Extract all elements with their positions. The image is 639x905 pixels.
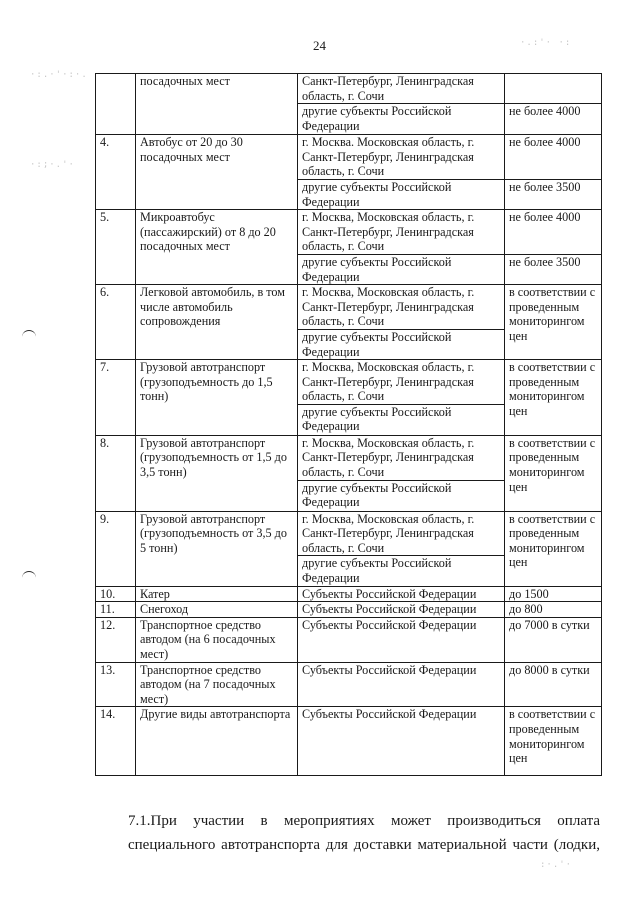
table-row <box>96 617 602 662</box>
price-limit-cell: до 7000 в сутки <box>505 617 602 662</box>
scan-noise: :·.'· <box>540 860 573 870</box>
price-limit-cell: не более 3500 <box>505 254 602 284</box>
region-cell: г. Москва, Московская область, г. Санкт-Петербург, Ленинградская область, г. Сочи <box>298 360 505 405</box>
vehicle-type-cell: Катер <box>136 586 298 602</box>
row-number-cell: 9. <box>96 511 136 586</box>
price-limit-cell: до 800 <box>505 602 602 618</box>
scan-noise: ·.:'· ·: <box>520 38 572 48</box>
table-row <box>96 435 602 480</box>
price-limit-cell: в соответствии с проведенным мониторингом цен <box>505 285 602 360</box>
price-limit-cell: не более 4000 <box>505 210 602 255</box>
region-cell: другие субъекты Российской Федерации <box>298 104 505 135</box>
price-limit-cell: в соответствии с проведенным мониторингом цен <box>505 707 602 776</box>
region-cell: другие субъекты Российской Федерации <box>298 480 505 511</box>
table-row <box>96 360 602 405</box>
region-cell: г. Москва, Московская область, г. Санкт-Петербург, Ленинградская область, г. Сочи <box>298 285 505 330</box>
region-cell: Субъекты Российской Федерации <box>298 617 505 662</box>
table-row <box>96 602 602 618</box>
region-cell: г. Москва, Московская область, г. Санкт-Петербург, Ленинградская область, г. Сочи <box>298 435 505 480</box>
punch-hole-mark <box>22 571 36 580</box>
region-cell: г. Москва. Московская область, г. Санкт-Петербург, Ленинградская область, г. Сочи <box>298 135 505 180</box>
vehicle-type-cell: Другие виды автотранспорта <box>136 707 298 776</box>
table-row <box>96 74 602 104</box>
paragraph-line-2: специального автотранспорта для доставки материальной части (лодки, <box>128 837 600 853</box>
table-row <box>96 135 602 180</box>
price-limit-cell: до 8000 в сутки <box>505 662 602 707</box>
table-row <box>96 210 602 255</box>
table-row <box>96 586 602 602</box>
vehicle-type-cell: Грузовой автотранспорт (грузоподъемность от 1,5 до 3,5 тонн) <box>136 435 298 511</box>
row-number-cell <box>96 74 136 135</box>
row-number-cell: 6. <box>96 285 136 360</box>
region-cell: Санкт-Петербург, Ленинградская область, г. Сочи <box>298 74 505 104</box>
row-number-cell: 10. <box>96 586 136 602</box>
vehicle-type-cell: Грузовой автотранспорт (грузоподъемность от 3,5 до 5 тонн) <box>136 511 298 586</box>
price-limit-cell: не более 3500 <box>505 179 602 209</box>
paragraph-line-1: 7.1.При участии в мероприятиях может производиться оплата <box>128 813 600 829</box>
row-number-cell: 8. <box>96 435 136 511</box>
price-limit-cell <box>505 74 602 104</box>
vehicle-type-cell: посадочных мест <box>136 74 298 135</box>
row-number-cell: 14. <box>96 707 136 776</box>
region-cell: другие субъекты Российской Федерации <box>298 329 505 359</box>
vehicle-type-cell: Транспортное средство автодом (на 6 посадочных мест) <box>136 617 298 662</box>
transport-cost-table <box>95 73 602 776</box>
price-limit-cell: в соответствии с проведенным мониторингом цен <box>505 360 602 436</box>
table-row <box>96 707 602 776</box>
region-cell: Субъекты Российской Федерации <box>298 707 505 776</box>
punch-hole-mark <box>22 330 36 339</box>
region-cell: другие субъекты Российской Федерации <box>298 254 505 284</box>
region-cell: другие субъекты Российской Федерации <box>298 179 505 209</box>
paragraph-7-1 <box>90 809 600 857</box>
vehicle-type-cell: Автобус от 20 до 30 посадочных мест <box>136 135 298 210</box>
region-cell: Субъекты Российской Федерации <box>298 602 505 618</box>
region-cell: другие субъекты Российской Федерации <box>298 404 505 435</box>
region-cell: другие субъекты Российской Федерации <box>298 556 505 586</box>
row-number-cell: 7. <box>96 360 136 436</box>
table-row <box>96 511 602 556</box>
scan-noise: ·:;·.'· <box>30 160 75 170</box>
row-number-cell: 4. <box>96 135 136 210</box>
vehicle-type-cell: Легковой автомобиль, в том числе автомобиль сопровождения <box>136 285 298 360</box>
region-cell: г. Москва, Московская область, г. Санкт-Петербург, Ленинградская область, г. Сочи <box>298 210 505 255</box>
region-cell: Субъекты Российской Федерации <box>298 662 505 707</box>
price-limit-cell: в соответствии с проведенным мониторингом цен <box>505 435 602 511</box>
price-limit-cell: не более 4000 <box>505 104 602 135</box>
vehicle-type-cell: Микроавтобус (пассажирский) от 8 до 20 посадочных мест <box>136 210 298 285</box>
row-number-cell: 12. <box>96 617 136 662</box>
price-limit-cell: не более 4000 <box>505 135 602 180</box>
vehicle-type-cell: Снегоход <box>136 602 298 618</box>
vehicle-type-cell: Транспортное средство автодом (на 7 посадочных мест) <box>136 662 298 707</box>
table-row <box>96 285 602 330</box>
row-number-cell: 11. <box>96 602 136 618</box>
table-row <box>96 662 602 707</box>
row-number-cell: 5. <box>96 210 136 285</box>
region-cell: Субъекты Российской Федерации <box>298 586 505 602</box>
region-cell: г. Москва, Московская область, г. Санкт-Петербург, Ленинградская область, г. Сочи <box>298 511 505 556</box>
price-limit-cell: в соответствии с проведенным мониторингом цен <box>505 511 602 586</box>
price-limit-cell: до 1500 <box>505 586 602 602</box>
vehicle-type-cell: Грузовой автотранспорт (грузоподъемность до 1,5 тонн) <box>136 360 298 436</box>
page-number: 24 <box>313 38 326 53</box>
row-number-cell: 13. <box>96 662 136 707</box>
scan-noise: ·:.·'·:·. <box>30 70 88 80</box>
